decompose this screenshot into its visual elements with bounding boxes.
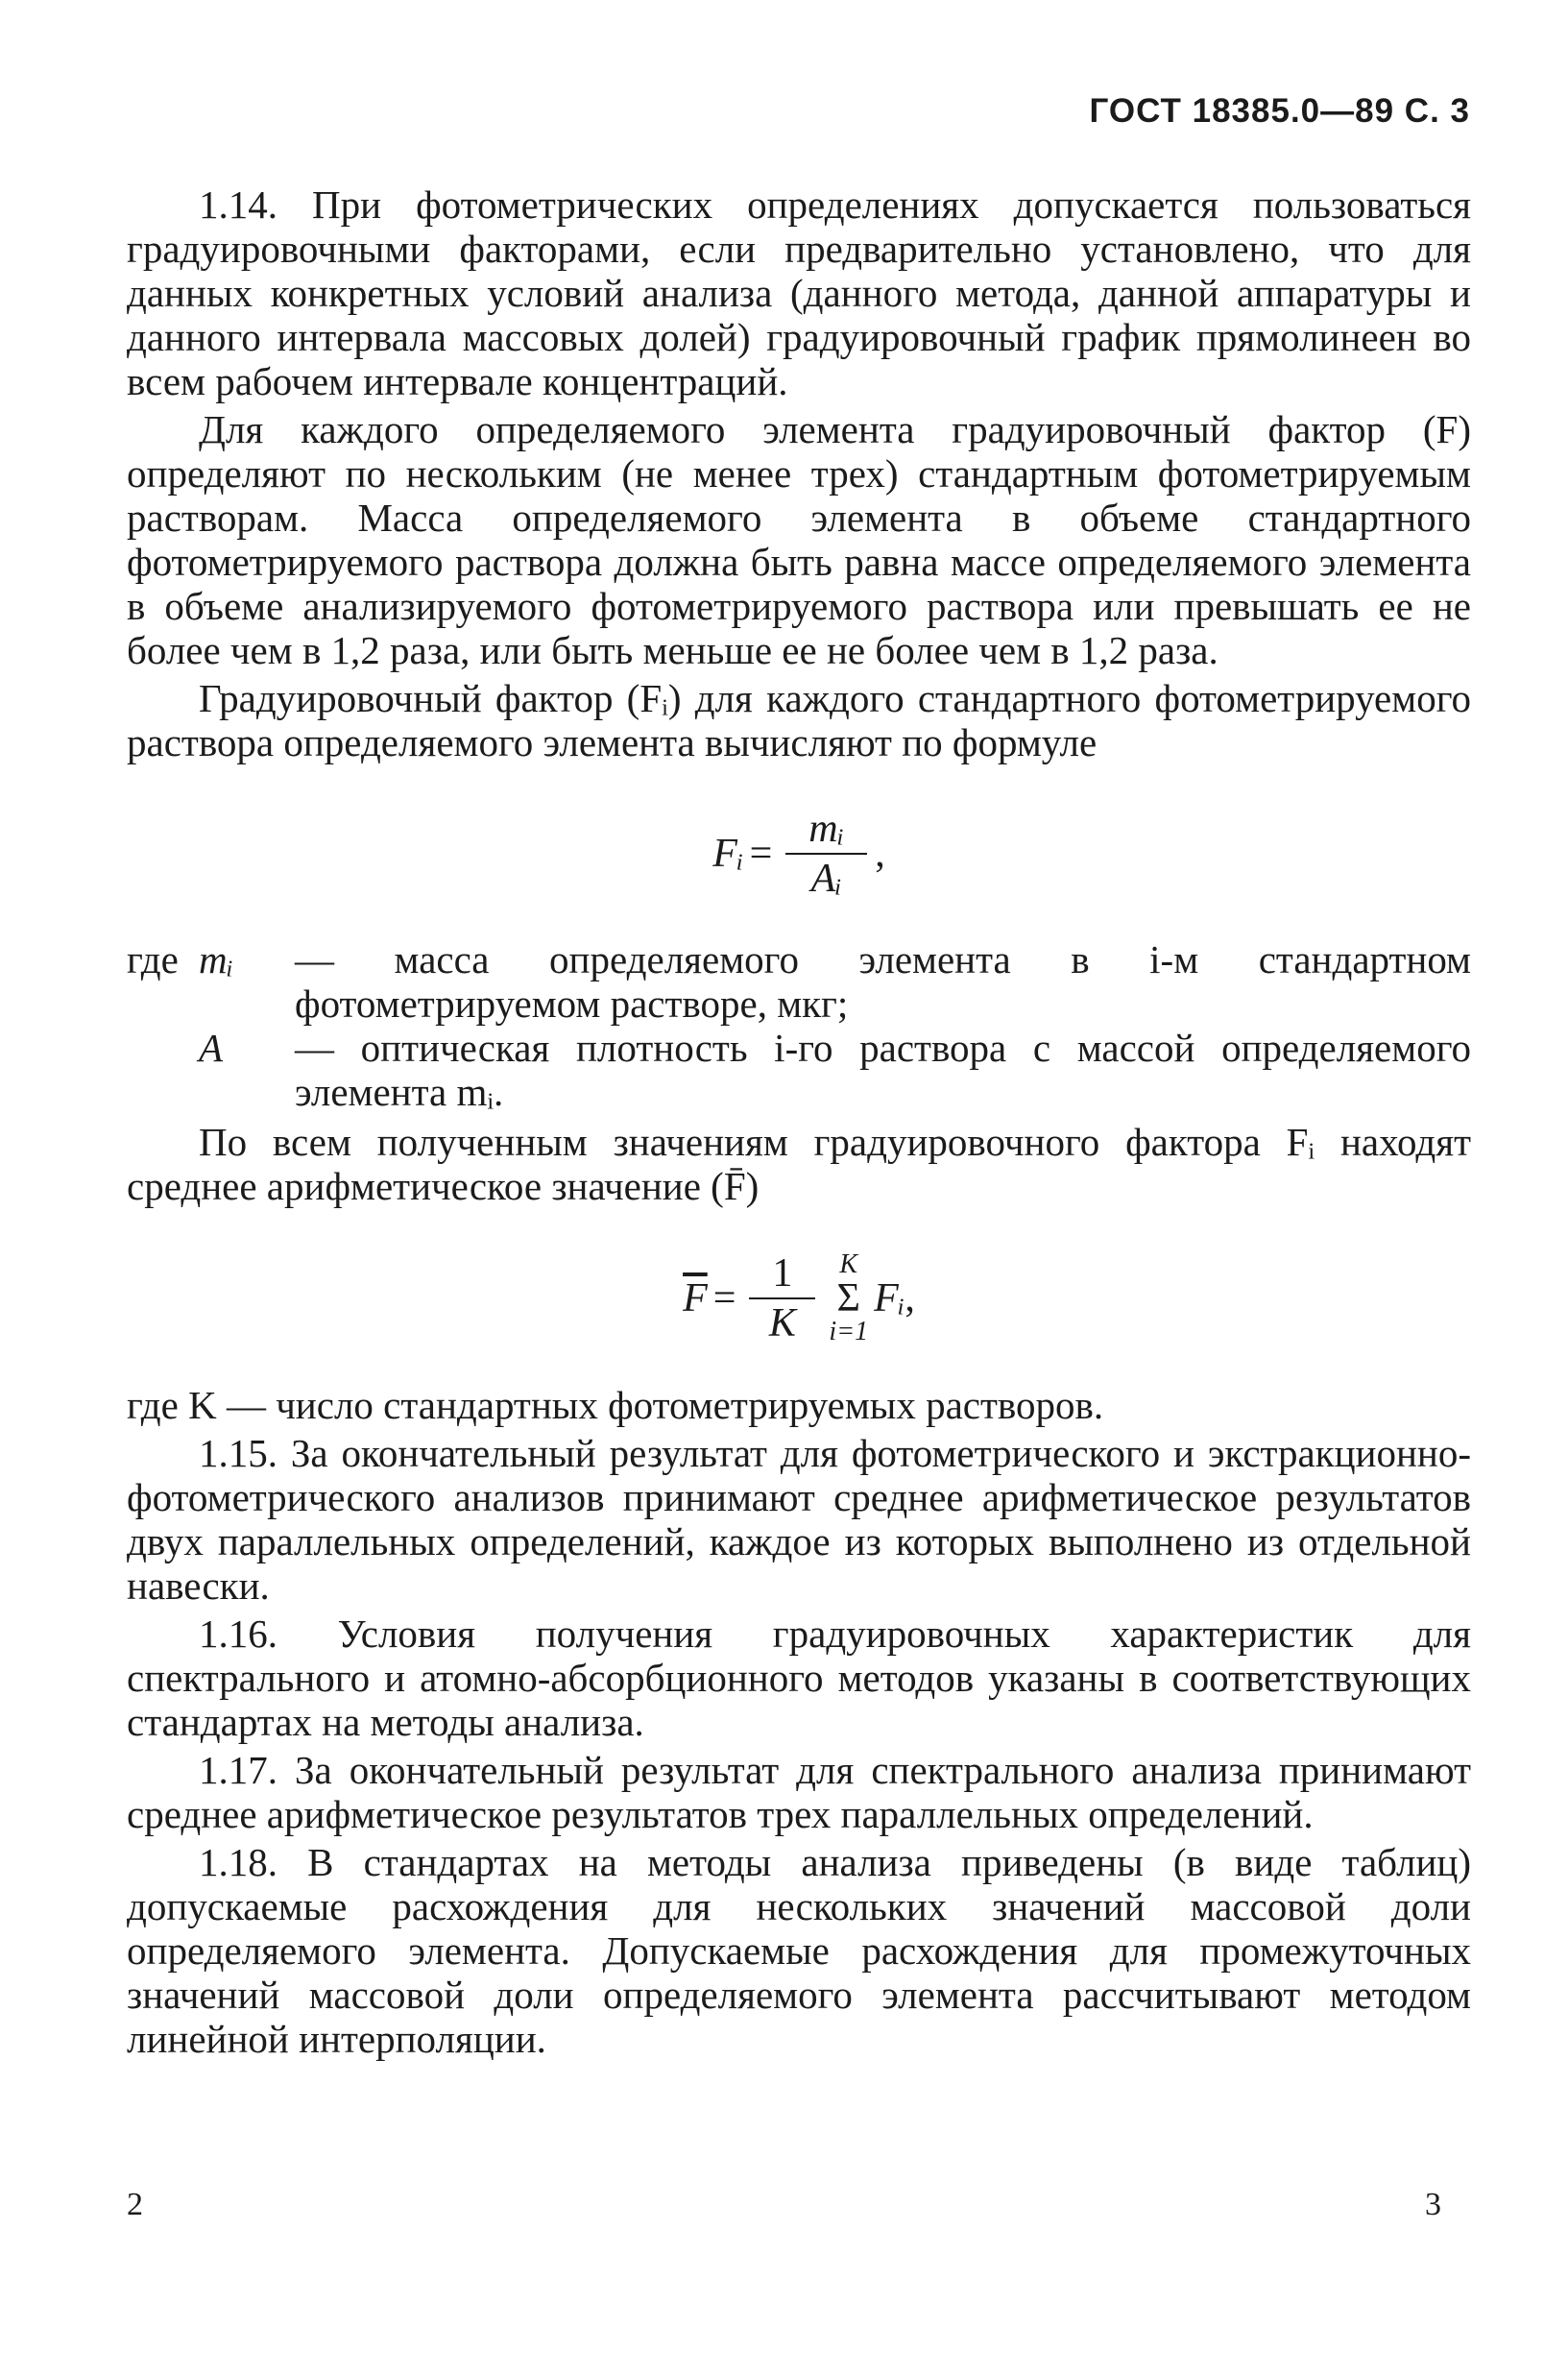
document-body xyxy=(127,182,1471,2065)
paragraph-mean-intro: По всем полученным значениям градуировочного фактора Fᵢ находят среднее арифметическое значение (F̄) xyxy=(127,1120,1471,1208)
definition-desc: — оптическая плотность i-го раствора с массой определяемого элемента mᵢ. xyxy=(295,1026,1471,1114)
formula-mean xyxy=(127,1250,1471,1346)
sum-lower: i=1 xyxy=(829,1317,869,1346)
formula-factor xyxy=(127,807,1471,901)
formula-mean-term: Fᵢ xyxy=(874,1276,905,1321)
formula-denominator: Aᵢ xyxy=(810,857,842,901)
formula-mean-numerator: 1 xyxy=(749,1251,815,1299)
page-number-left: 2 xyxy=(127,2187,143,2222)
paragraph-1-14: 1.14. При фотометрических определениях допускается пользоваться градуировочными факторами, если предварительно установлено, что для данных конкретных условий анализа (данного метода, данной аппаратуры и данного интервала массовых долей) градуировочный график прямолинеен во всем рабочем интервале концентраций. xyxy=(127,182,1471,403)
formula-lhs: Fᵢ xyxy=(712,832,744,876)
formula-eq: = xyxy=(749,832,773,876)
definition-k: где K — число стандартных фотометрируемых растворов. xyxy=(127,1383,1104,1427)
definitions-list xyxy=(127,937,1471,1114)
paragraph-1-18: 1.18. В стандартах на методы анализа приведены (в виде таблиц) допускаемые расхождения для нескольких значений массовой доли определяемого элемента. Допускаемые расхождения для промежуточных значений массовой доли определяемого элемента рассчитывают методом линейной интерполяции. xyxy=(127,1840,1471,2061)
formula-mean-eq: = xyxy=(712,1276,736,1321)
page-header: ГОСТ 18385.0—89 С. 3 xyxy=(1089,92,1470,130)
definition-desc: — масса определяемого элемента в i-м стандартном фотометрируемом растворе, мкг; xyxy=(295,937,1471,1026)
formula-mean-lhs: $\overline{F}$ xyxy=(683,1276,708,1321)
definition-lead: где xyxy=(127,937,179,982)
formula-tail: , xyxy=(875,832,885,876)
sum-symbol: Σ xyxy=(836,1276,860,1321)
formula-sum xyxy=(829,1250,868,1346)
formula-mean-tail: , xyxy=(905,1276,915,1321)
formula-mean-denominator: K xyxy=(768,1301,796,1345)
formula-numerator: mᵢ xyxy=(785,807,867,855)
definition-var: A xyxy=(199,1026,224,1070)
paragraph-1-15: 1.15. За окончательный результат для фотометрического и экстракционно-фотометрического анализов принимают среднее арифметическое результатов двух параллельных определений, каждое из которых выполнено из отдельной навески. xyxy=(127,1431,1471,1608)
paragraph-1-16: 1.16. Условия получения градуировочных характеристик для спектрального и атомно-абсорбционного методов указаны в соответствующих стандартах на методы анализа. xyxy=(127,1612,1471,1744)
definition-a xyxy=(127,1026,1471,1114)
paragraph-1-14-factor: Для каждого определяемого элемента градуировочный фактор (F) определяют по нескольким (не менее трех) стандартным фотометрируемым растворам. Масса определяемого элемента в объеме стандартного фотометрируемого раствора должна быть равна массе определяемого элемента в объеме анализируемого фотометрируемого раствора или превышать ее не более чем в 1,2 раза, или быть меньше ее не более чем в 1,2 раза. xyxy=(127,407,1471,672)
definition-m xyxy=(127,937,1471,1026)
definition-var: mᵢ xyxy=(199,937,234,982)
formula-fraction xyxy=(785,807,867,901)
page-number-right: 3 xyxy=(1425,2187,1441,2222)
paragraph-1-17: 1.17. За окончательный результат для спектрального анализа принимают среднее арифметическое результатов трех параллельных определений. xyxy=(127,1748,1471,1836)
formula-mean-fraction xyxy=(749,1251,815,1345)
paragraph-1-14-formula-intro: Градуировочный фактор (Fᵢ) для каждого стандартного фотометрируемого раствора определяемого элемента вычисляют по формуле xyxy=(127,676,1471,764)
sum-upper: K xyxy=(839,1249,858,1279)
